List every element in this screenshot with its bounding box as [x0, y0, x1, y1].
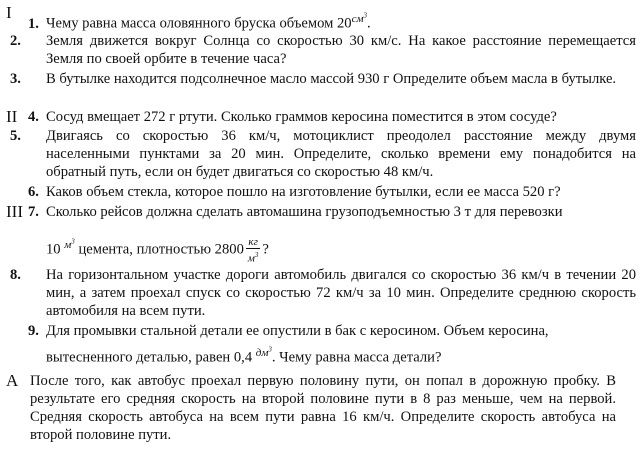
density-unit-fraction: $\frac{кг}{м^3}$ [247, 236, 259, 265]
section-1-label: I [6, 3, 12, 22]
section-a-label: A [6, 371, 19, 390]
problem-6: 6. Каков объем стекла, которое пошло на изготовление бутылки, если ее масса 520 г? [28, 184, 561, 200]
unit-cm3: см3 [351, 11, 368, 25]
section-2-label: II [6, 107, 18, 126]
unit-m3: м3 [64, 237, 75, 251]
problem-text: На горизонтальном участке дороги автомобиль двигался со скоростью 36 км/ч в течении 20 мин, а затем проехал спуск со скоростью 72 км/ч за 10 мин. Определите среднюю скорость автомобиля на всем пути. [46, 267, 636, 319]
problem-8: 8. На горизонтальном участке дороги автомобиль двигался со скоростью 36 км/ч в течении 20 мин, а затем проехал спуск со скоростью 72 км/ч за 10 мин. Определите среднюю скорость автомобиля на всем пути. [10, 267, 636, 319]
problem-9: 9. Для промывки стальной детали ее опустили в бак с керосином. Объем керосина, [28, 323, 549, 339]
problem-1: 1. Чему равна масса оловянного бруска объемом $20^{см^3}$. [28, 11, 371, 32]
problem-text: Для промывки стальной детали ее опустили в бак с керосином. Объем керосина, [46, 323, 549, 339]
problem-a [30, 372, 616, 444]
unit-dm3: дм3 [255, 345, 272, 359]
problem-7: 7. Сколько рейсов должна сделать автомашина грузоподъемностью 3 т для перевозки [28, 204, 563, 220]
problem-5: 5. Двигаясь со скоростью 36 км/ч, мотоциклист преодолел расстояние между двумя населенными пунктами за 20 мин. Определите, сколько времени ему понадобится на обратный путь, если он будет двигаться со скоростью 48 км/ч. [10, 128, 636, 180]
problem-text: Чему равна масса оловянного бруска объемом 20 [46, 15, 352, 32]
problem-text: Земля движется вокруг Солнца со скоростью 30 км/с. На какое расстояние перемещается Земля по своей орбите в течение часа? [46, 33, 636, 67]
problem-text: Сосуд вмещает 272 г ртути. Сколько граммов керосина поместится в этом сосуде? [46, 109, 557, 125]
problem-7-line2: 10 $^{м^3}$ цемента, плотностью 2800 $\frac{кг}{м^3}$ ? [46, 236, 269, 265]
problem-9-line2: вытесненного деталью, равен 0,4 $^{дм^3}$. Чему равна масса детали? [46, 345, 442, 366]
problem-4: 4. Сосуд вмещает 272 г ртути. Сколько граммов керосина поместится в этом сосуде? [28, 109, 557, 125]
problem-number: 1. [28, 15, 39, 32]
section-3-label: III [6, 202, 23, 221]
problem-text: Сколько рейсов должна сделать автомашина грузоподъемностью 3 т для перевозки [46, 204, 563, 220]
problem-text: В бутылке находится подсолнечное масло массой 930 г Определите объем масла в бутылке. [46, 71, 617, 87]
problem-text: После того, как автобус проехал первую половину пути, он попал в дорожную пробку. В результате его средняя скорость на второй половине пути в 8 раз меньше, чем на первой. Средняя скорость автобуса на всем пути равна 16 км/ч. Определите скорость автобуса на второй половине пути. [30, 373, 616, 443]
problem-3: 3. В бутылке находится подсолнечное масло массой 930 г Определите объем масла в бутылке. [10, 71, 617, 87]
problem-text: Каков объем стекла, которое пошло на изготовление бутылки, если ее масса 520 г? [46, 184, 561, 200]
problem-text: Двигаясь со скоростью 36 км/ч, мотоциклист преодолел расстояние между двумя населенными пунктами за 20 мин. Определите, сколько времени ему понадобится на обратный путь, если он будет двигаться со скоростью 48 км/ч. [46, 128, 636, 180]
problem-2: 2. Земля движется вокруг Солнца со скоростью 30 км/с. На какое расстояние перемещается Земля по своей орбите в течение часа? [10, 33, 636, 67]
